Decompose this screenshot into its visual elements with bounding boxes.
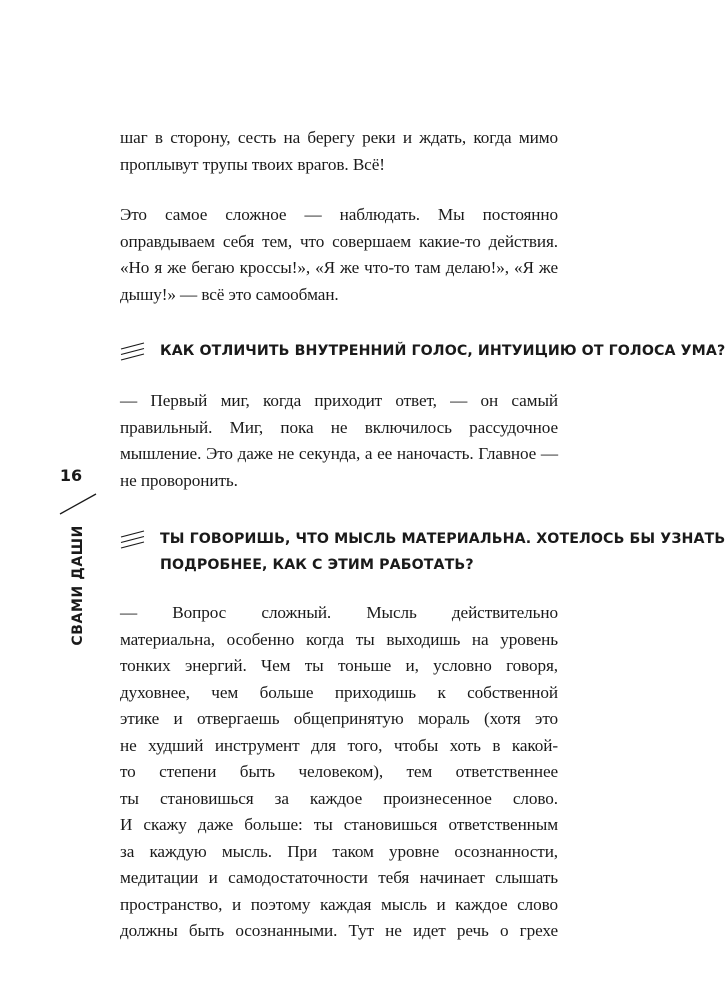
paragraph-line: проплывут трупы твоих врагов. Всё! xyxy=(120,154,385,174)
paragraph-line: медитации и самодостаточности тебя начинает слышать xyxy=(120,868,558,887)
paragraph-line: пространство, и поэтому каждая мысль и каждое слово xyxy=(120,894,558,914)
body-paragraph xyxy=(120,388,558,494)
paragraph-line: за каждую мысль. При таком уровне осознанности, xyxy=(120,841,558,861)
paragraph-line: то степени быть человеком), тем ответственнее xyxy=(120,762,558,781)
paragraph-line: должны быть осознанными. Тут не идет речь о грехе xyxy=(120,921,558,940)
page-number: 16 xyxy=(59,466,83,485)
paragraph-line: духовнее, чем больше приходишь к собственной xyxy=(120,682,558,702)
paragraph-line: оправдываем себя тем, что совершаем какие-то действия. xyxy=(120,231,558,251)
paragraph-line: не худший инструмент для того, чтобы хоть в какой- xyxy=(120,735,558,755)
paragraph-line: — Вопрос сложный. Мысль действительно xyxy=(120,603,558,622)
page-content xyxy=(120,125,725,945)
question-heading xyxy=(120,526,725,578)
paragraph-line: этике и отвергаешь общепринятую мораль (хотя это xyxy=(120,709,558,728)
paragraph-line: И скажу даже больше: ты становишься ответственным xyxy=(120,815,558,834)
paragraph-line: дышу!» — всё это самообман. xyxy=(120,284,339,304)
paragraph-line: материальна, особенно когда ты выходишь на уровень xyxy=(120,629,558,649)
running-title: СВАМИ ДАШИ xyxy=(70,525,86,646)
question-heading xyxy=(120,338,725,364)
question-line: КАК ОТЛИЧИТЬ ВНУТРЕННИЙ ГОЛОС, ИНТУИЦИЮ ОТ ГОЛОСА УМА? xyxy=(160,343,725,359)
body-paragraph xyxy=(120,125,558,178)
paragraph-line: тонких энергий. Чем ты тоньше и, условно говоря, xyxy=(120,656,558,675)
triple-slash-icon xyxy=(120,342,146,362)
paragraph-line: «Но я же бегаю кроссы!», «Я же что-то там делаю!», «Я же xyxy=(120,258,558,277)
paragraph-line: — Первый миг, когда приходит ответ, — он самый xyxy=(120,391,558,410)
body-paragraph xyxy=(120,202,558,308)
question-line: ТЫ ГОВОРИШЬ, ЧТО МЫСЛЬ МАТЕРИАЛЬНА. ХОТЕЛОСЬ БЫ УЗНАТЬ xyxy=(160,531,725,547)
paragraph-line: Это самое сложное — наблюдать. Мы постоянно xyxy=(120,205,558,224)
paragraph-line: правильный. Миг, пока не включилось рассудочное xyxy=(120,417,558,437)
body-paragraph xyxy=(120,600,558,945)
question-line: ПОДРОБНЕЕ, КАК С ЭТИМ РАБОТАТЬ? xyxy=(160,557,474,573)
paragraph-line: не проворонить. xyxy=(120,470,238,490)
page-number-divider xyxy=(52,490,100,516)
paragraph-line: мышление. Это даже не секунда, а ее наночасть. Главное — xyxy=(120,444,558,463)
paragraph-line: ты становишься за каждое произнесенное слово. xyxy=(120,788,558,808)
paragraph-line: шаг в сторону, сесть на берегу реки и ждать, когда мимо xyxy=(120,128,558,147)
triple-slash-icon xyxy=(120,530,146,550)
